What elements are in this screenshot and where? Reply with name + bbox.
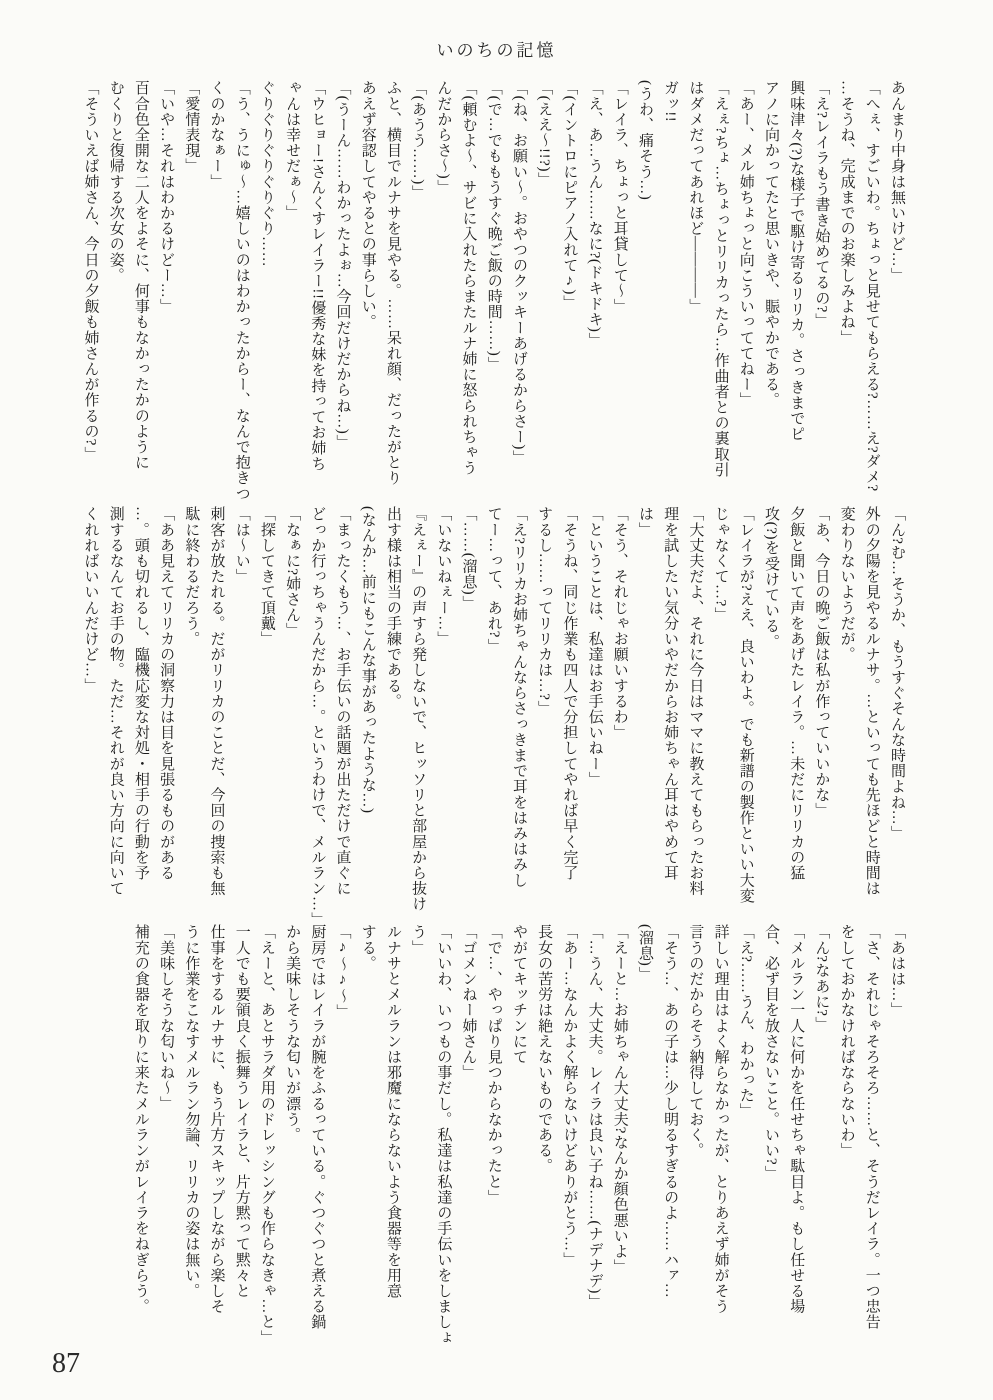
text-line: 出す様は相当の手練である。 bbox=[384, 506, 401, 709]
text-line: 仕事をするルナサに、もう片方スキップしながら楽しそ bbox=[208, 924, 225, 1314]
text-line: 「…うん、大丈夫。レイラは良い子ね……(ナデナデ)」 bbox=[586, 924, 603, 1310]
text-line: 「ん?む…そうか、もうすぐそんな時間よね…」 bbox=[889, 506, 905, 841]
text-line: するし……ってリリカは…?」 bbox=[536, 506, 553, 717]
text-line: …そうね、完成までのお楽しみよね」 bbox=[838, 80, 855, 346]
text-section-3 bbox=[47, 924, 909, 1356]
text-line: 「愛情表現」 bbox=[183, 80, 200, 174]
text-line: ぐりぐりぐりぐりぐり…… bbox=[258, 80, 275, 268]
text-line: 「ああ見えてリリカの洞察力は目を見張るものがある bbox=[158, 506, 175, 881]
text-line: は」 bbox=[636, 506, 653, 538]
page-number: 87 bbox=[52, 1348, 80, 1379]
text-line: う」 bbox=[410, 924, 427, 956]
text-line: ゃんは幸せだぁ〜」 bbox=[284, 80, 301, 221]
text-line: 「レイラ、ちょっと耳貸して〜」 bbox=[611, 80, 628, 314]
text-section-2 bbox=[47, 506, 909, 926]
text-line: 駄に終わるだろう。 bbox=[183, 506, 200, 647]
text-line: 変わりないようだが。 bbox=[838, 506, 855, 662]
text-line: 『えぇー』の声すら発しないで、ヒッソリと部屋から抜け bbox=[410, 506, 427, 912]
text-line: 厨房ではレイラが腕をふるっている。ぐつぐつと煮える鍋 bbox=[309, 924, 326, 1330]
text-line: 「えーと…お姉ちゃん大丈夫?なんか顔色悪いよ」 bbox=[611, 924, 628, 1275]
text-line: 「♪〜♪〜」 bbox=[334, 924, 351, 1020]
text-line: 「あはは…」 bbox=[889, 924, 905, 1018]
text-line: 「えぇ?ちょ…ちょっとリリカったら…作曲者との裏取引 bbox=[712, 80, 729, 478]
text-line: 「(うーん……わかったよぉ…今回だけだからね…)」 bbox=[334, 80, 351, 450]
text-line: 「えーと、あとサラダ用のドレッシングも作らなきゃ…と」 bbox=[258, 924, 275, 1346]
text-line: 「は〜い」 bbox=[233, 506, 250, 584]
text-line: から美味しそうな匂いが漂う。 bbox=[284, 924, 301, 1143]
text-line: ルナサとメルランは邪魔にならないよう食器等を用意 bbox=[384, 924, 401, 1299]
text-line: 「う、うにゅ〜…嬉しいのはわかったからー、なんで抱きつ bbox=[233, 80, 250, 502]
text-line: (溜息)」 bbox=[636, 924, 653, 982]
text-line: 「(頼むよ〜、サビに入れたらまたルナ姉に怒られちゃう bbox=[460, 80, 477, 476]
text-line: 「(ね、お願い〜。おやつのクッキーあげるからさー)」 bbox=[510, 80, 527, 466]
text-line: 「そう、それじゃお願いするわ」 bbox=[611, 506, 628, 740]
text-line: くのかなぁー」 bbox=[208, 80, 225, 190]
text-line: 夕飯と聞いて声をあげたレイラ。…未だにリリカの猛 bbox=[788, 506, 805, 881]
text-line: 「さ、それじゃそろそろ……と、そうだレイラ。一つ忠告 bbox=[863, 924, 880, 1330]
text-line: (なんか…前にもこんな事があったような…) bbox=[359, 506, 376, 814]
text-line: 「え?レイラもう書き始めてるの?」 bbox=[813, 80, 830, 329]
text-line: 「なぁに?姉さん」 bbox=[284, 506, 301, 639]
text-line: 「レイラが?ええ、良いわよ。でも新譜の製作といい大変 bbox=[737, 506, 754, 904]
text-line: 「ゴメンねー姉さん」 bbox=[460, 924, 477, 1080]
text-line: 「あー…なんかよく解らないけどありがとう…」 bbox=[561, 924, 578, 1268]
text-line: 「いないねぇー…」 bbox=[435, 506, 452, 647]
text-line: をしておかなければならないわ」 bbox=[838, 924, 855, 1158]
text-line: むくりと復帰する次女の姿。 bbox=[107, 80, 124, 283]
text-line: 興味津々(?)な様子で駆け寄るリリカ。さっきまでピ bbox=[788, 80, 805, 442]
text-line: 測するなんてお手の物。ただ…それが良い方向に向いて bbox=[107, 506, 124, 896]
text-line: 刺客が放たれる。だがリリカのことだ、今回の捜索も無 bbox=[208, 506, 225, 896]
text-line: 「(あうう……)」 bbox=[410, 80, 427, 201]
text-line: 「で…、やっぱり見つからなかったと」 bbox=[485, 924, 502, 1205]
text-line: くれればいいんだけど…」 bbox=[82, 506, 99, 694]
text-line: 「(ええ〜!!?)」 bbox=[536, 80, 553, 188]
text-line: 「あー、メル姉ちょっと向こういっててねー」 bbox=[737, 80, 754, 408]
text-line: 「メルラン一人に何かを任せちゃ駄目よ。もし任せる場 bbox=[788, 924, 805, 1314]
text-line: ふと、横目でルナサを見やる。……呆れ顔、だったがとり bbox=[384, 80, 401, 486]
text-line: 「ん?なあに?」 bbox=[813, 924, 830, 1033]
text-line: 「(イントロにピアノ入れて♪)」 bbox=[561, 80, 578, 311]
text-line: 「そういえば姉さん、今日の夕飯も姉さんが作るの?」 bbox=[82, 80, 99, 462]
text-line: 「まったくもう…、お手伝いの話題が出ただけで直ぐに bbox=[334, 506, 351, 896]
text-line: 詳しい理由はよく解らなかったが、とりあえず姉がそう bbox=[712, 924, 729, 1314]
text-line: 「そう…、あの子は…少し明るすぎるのよ……ハァ… bbox=[662, 924, 679, 1299]
text-line: (うわ、痛そう…) bbox=[636, 80, 653, 201]
text-line: あえず容認してやるとの事らしい。 bbox=[359, 80, 376, 330]
text-line: 「そうね、同じ作業も四人で分担してやれば早く完了 bbox=[561, 506, 578, 881]
text-line: 「……(溜息)」 bbox=[460, 506, 477, 611]
text-line: 一人でも要領良く振舞うレイラと、片方黙って黙々と bbox=[233, 924, 250, 1299]
text-line: 合、必ず目を放さないこと。いい?」 bbox=[762, 924, 779, 1181]
page-title: いのちの記憶 bbox=[436, 41, 557, 60]
text-line: あんまり中身は無いけど…」 bbox=[889, 80, 905, 283]
text-line: てー…って、あれ?」 bbox=[485, 506, 502, 654]
text-line: どっか行っちゃうんだから…。というわけで、メルラン…」 bbox=[309, 506, 326, 928]
text-line: 「え?リリカお姉ちゃんならさっきまで耳をはみはみし bbox=[510, 506, 527, 888]
text-line: 「え、あ…うん……なに?(ドキドキ)」 bbox=[586, 80, 603, 349]
text-line: 「探してきて頂戴」 bbox=[258, 506, 275, 647]
text-line: 「ウヒョー!さんくすレイラー!!優秀な妹を持ってお姉ち bbox=[309, 80, 326, 472]
text-line: じゃなくて…?」 bbox=[712, 506, 729, 623]
text-line: 「いいわ、いつもの事だし。私達は私達の手伝いをしましょ bbox=[435, 924, 452, 1346]
text-line: 百合色全開な二人をよそに、何事もなかったかのように bbox=[132, 80, 149, 470]
text-line: 「あ、今日の晩ご飯は私が作っていいかな」 bbox=[813, 506, 830, 818]
text-line: 理を試したい気分いやだからお姉ちゃん耳はやめて耳 bbox=[662, 506, 679, 881]
text-line: 「え?……うん、わかった」 bbox=[737, 924, 754, 1119]
text-line: 言うのだからそう納得しておく。 bbox=[687, 924, 704, 1158]
text-line: はダメだってあれほど――――」 bbox=[687, 80, 704, 314]
text-line: 「美味しそうな匂いね〜」 bbox=[158, 924, 175, 1112]
text-line: 「大丈夫だよ、それに今日はママに教えてもらったお料 bbox=[687, 506, 704, 896]
text-line: 「ということは、私達はお手伝いねー」 bbox=[586, 506, 603, 787]
text-line: …。頭も切れるし、臨機応変な対処・相手の行動を予 bbox=[132, 506, 149, 881]
text-line: する。 bbox=[359, 924, 376, 971]
text-line: やがてキッチンにて bbox=[510, 924, 527, 1065]
text-line: んだからさ〜)」 bbox=[435, 80, 452, 195]
text-line: 「へぇ、すごいわ。ちょっと見せてもらえる?……え?ダメ? bbox=[863, 80, 880, 492]
text-line: うに作業をこなすメルラン勿論、リリカの姿は無い。 bbox=[183, 924, 200, 1299]
text-line: 攻(?)を受けている。 bbox=[762, 506, 779, 650]
text-line: ガッ!! bbox=[662, 80, 679, 123]
text-line: 外の夕陽を見やるルナサ。…といっても先ほどと時間は bbox=[863, 506, 880, 896]
text-line: 補充の食器を取りに来たメルランがレイラをねぎらう。 bbox=[132, 924, 149, 1314]
text-line: 「(で…でももうすぐ晩ご飯の時間……)」 bbox=[485, 80, 502, 372]
text-line: アノに向かってたと思いきや、賑やかである。 bbox=[762, 80, 779, 408]
text-line: 「いや…それはわかるけどー…」 bbox=[158, 80, 175, 314]
text-section-1 bbox=[47, 80, 909, 518]
text-line: 長女の苦労は絶えないものである。 bbox=[536, 924, 553, 1174]
